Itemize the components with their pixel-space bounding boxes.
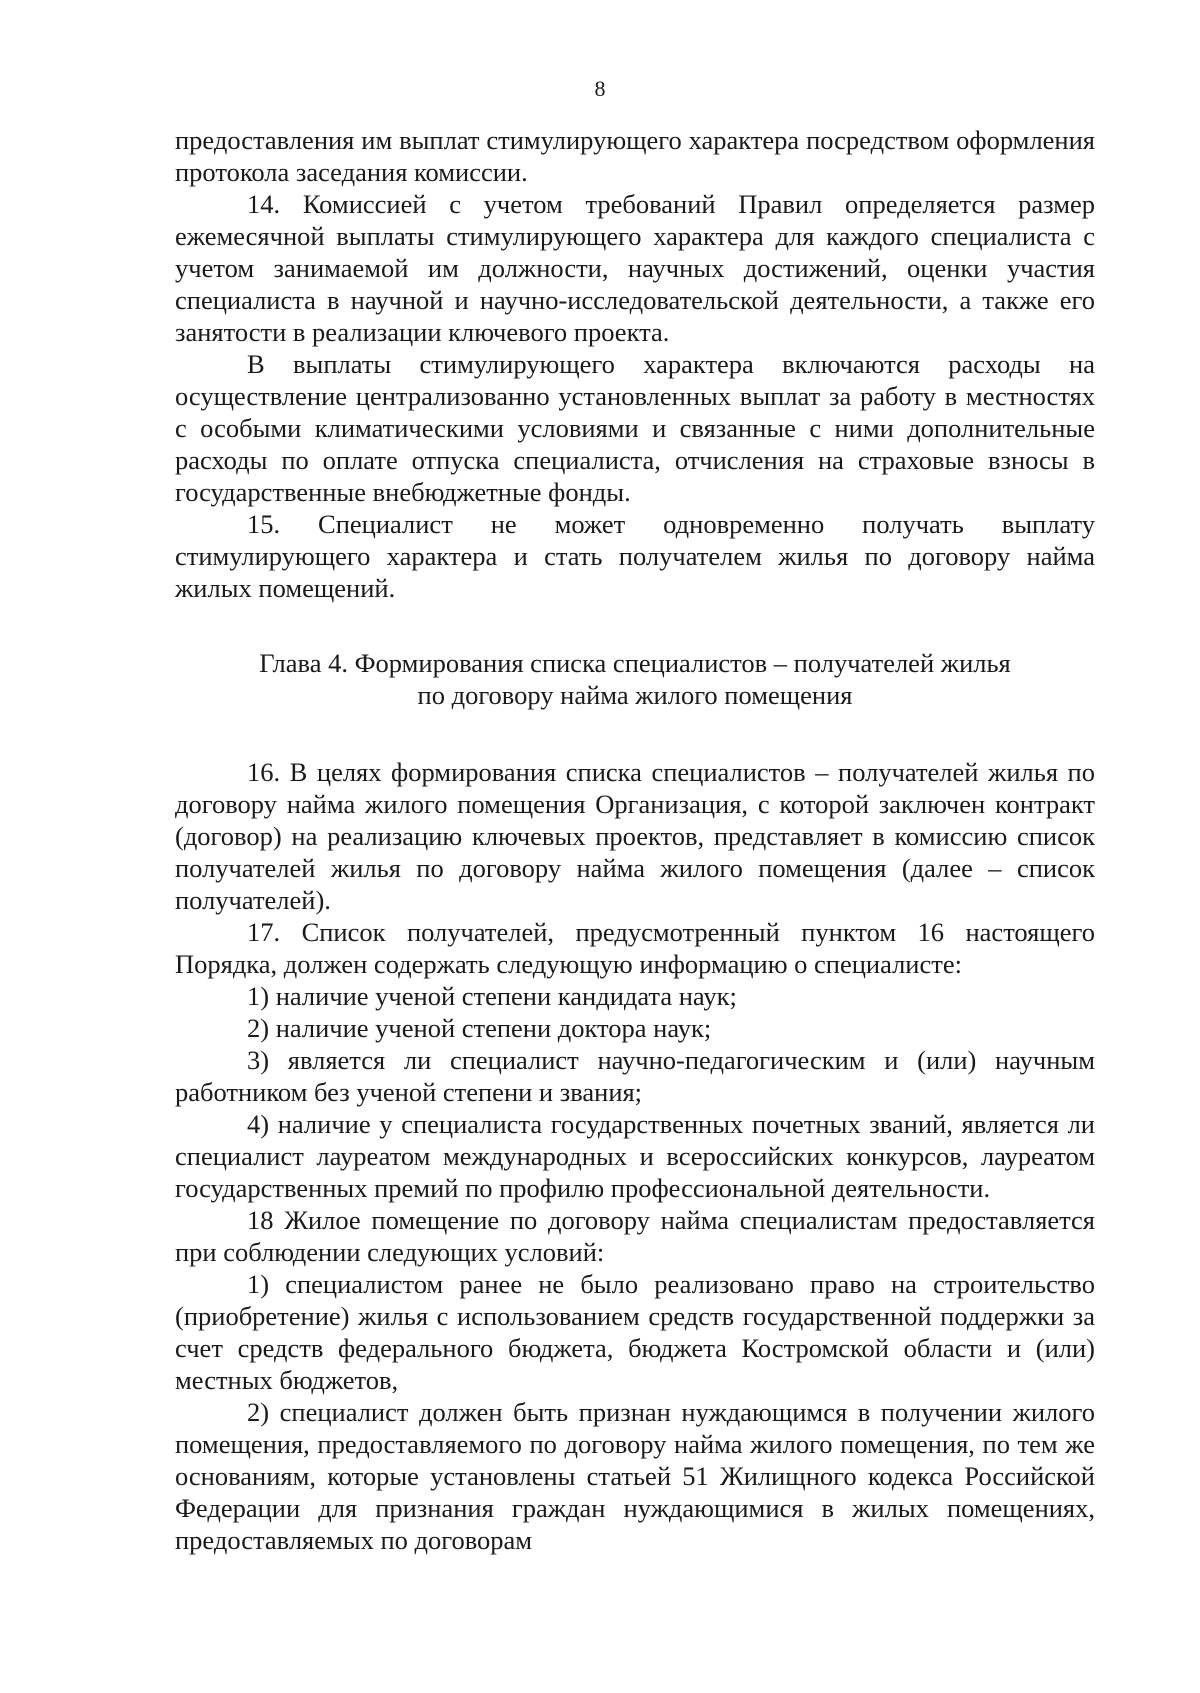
paragraph-17-item-2: 2) наличие ученой степени доктора наук; bbox=[247, 1013, 712, 1043]
paragraph-16: 16. В целях формирования списка специалистов – получателей жилья по договору найма жилого помещения Организация, с которой заключен контракт (договор) на реализацию ключевых проектов, представляет в комиссию список получателей жилья по договору найма жилого помещения (далее – список получателей). bbox=[175, 757, 1095, 915]
paragraph-17-item-3: 3) является ли специалист научно-педагогическим и (или) научным работником без ученой степени и звания; bbox=[175, 1045, 1095, 1107]
paragraph-18-item-2: 2) специалист должен быть признан нуждающимся в получении жилого помещения, предоставляемого по договору найма жилого помещения, по тем же основаниям, которые установлены статьей 51 Жилищного кодекса Российской Федерации для признания граждан нуждающимися в жилых помещениях, предоставляемых по договорам bbox=[175, 1397, 1095, 1555]
paragraph-15: 15. Специалист не может одновременно получать выплату стимулирующего характера и стать получателем жилья по договору найма жилых помещений. bbox=[175, 509, 1095, 603]
paragraph-17: 17. Список получателей, предусмотренный пунктом 16 настоящего Порядка, должен содержать следующую информацию о специалисте: bbox=[175, 917, 1095, 979]
paragraph-18: 18 Жилое помещение по договору найма специалистам предоставляется при соблюдении следующих условий: bbox=[175, 1205, 1095, 1267]
paragraph-14: 14. Комиссией с учетом требований Правил определяется размер ежемесячной выплаты стимулирующего характера для каждого специалиста с учетом занимаемой им должности, научных достижений, оценки участия специалиста в научной и научно-исследовательской деятельности, а также его занятости в реализации ключевого проекта. bbox=[175, 189, 1095, 347]
paragraph-17-item-1: 1) наличие ученой степени кандидата наук; bbox=[247, 981, 737, 1011]
chapter-4-title-line-1: Глава 4. Формирования списка специалистов – получателей жилья bbox=[259, 648, 1011, 678]
paragraph-17-item-4: 4) наличие у специалиста государственных почетных званий, является ли специалист лауреатом международных и всероссийских конкурсов, лауреатом государственных премий по профилю профессиональной деятельности. bbox=[175, 1109, 1095, 1203]
page-number: 8 bbox=[594, 76, 606, 101]
paragraph-18-item-1: 1) специалистом ранее не было реализовано право на строительство (приобретение) жилья с использованием средств государственной поддержки за счет средств федерального бюджета, бюджета Костромской области и (или) местных бюджетов, bbox=[175, 1269, 1095, 1395]
chapter-4-heading bbox=[175, 647, 1095, 711]
paragraph-continuation: предоставления им выплат стимулирующего характера посредством оформления протокола заседания комиссии. bbox=[175, 125, 1095, 187]
chapter-4-title-line-2: по договору найма жилого помещения bbox=[417, 680, 853, 710]
document-body bbox=[175, 124, 1095, 1556]
paragraph-14-payments: В выплаты стимулирующего характера включаются расходы на осуществление централизованно установленных выплат за работу в местностях с особыми климатическими условиями и связанные с ними дополнительные расходы по оплате отпуска специалиста, отчисления на страховые взносы в государственные внебюджетные фонды. bbox=[175, 349, 1095, 507]
